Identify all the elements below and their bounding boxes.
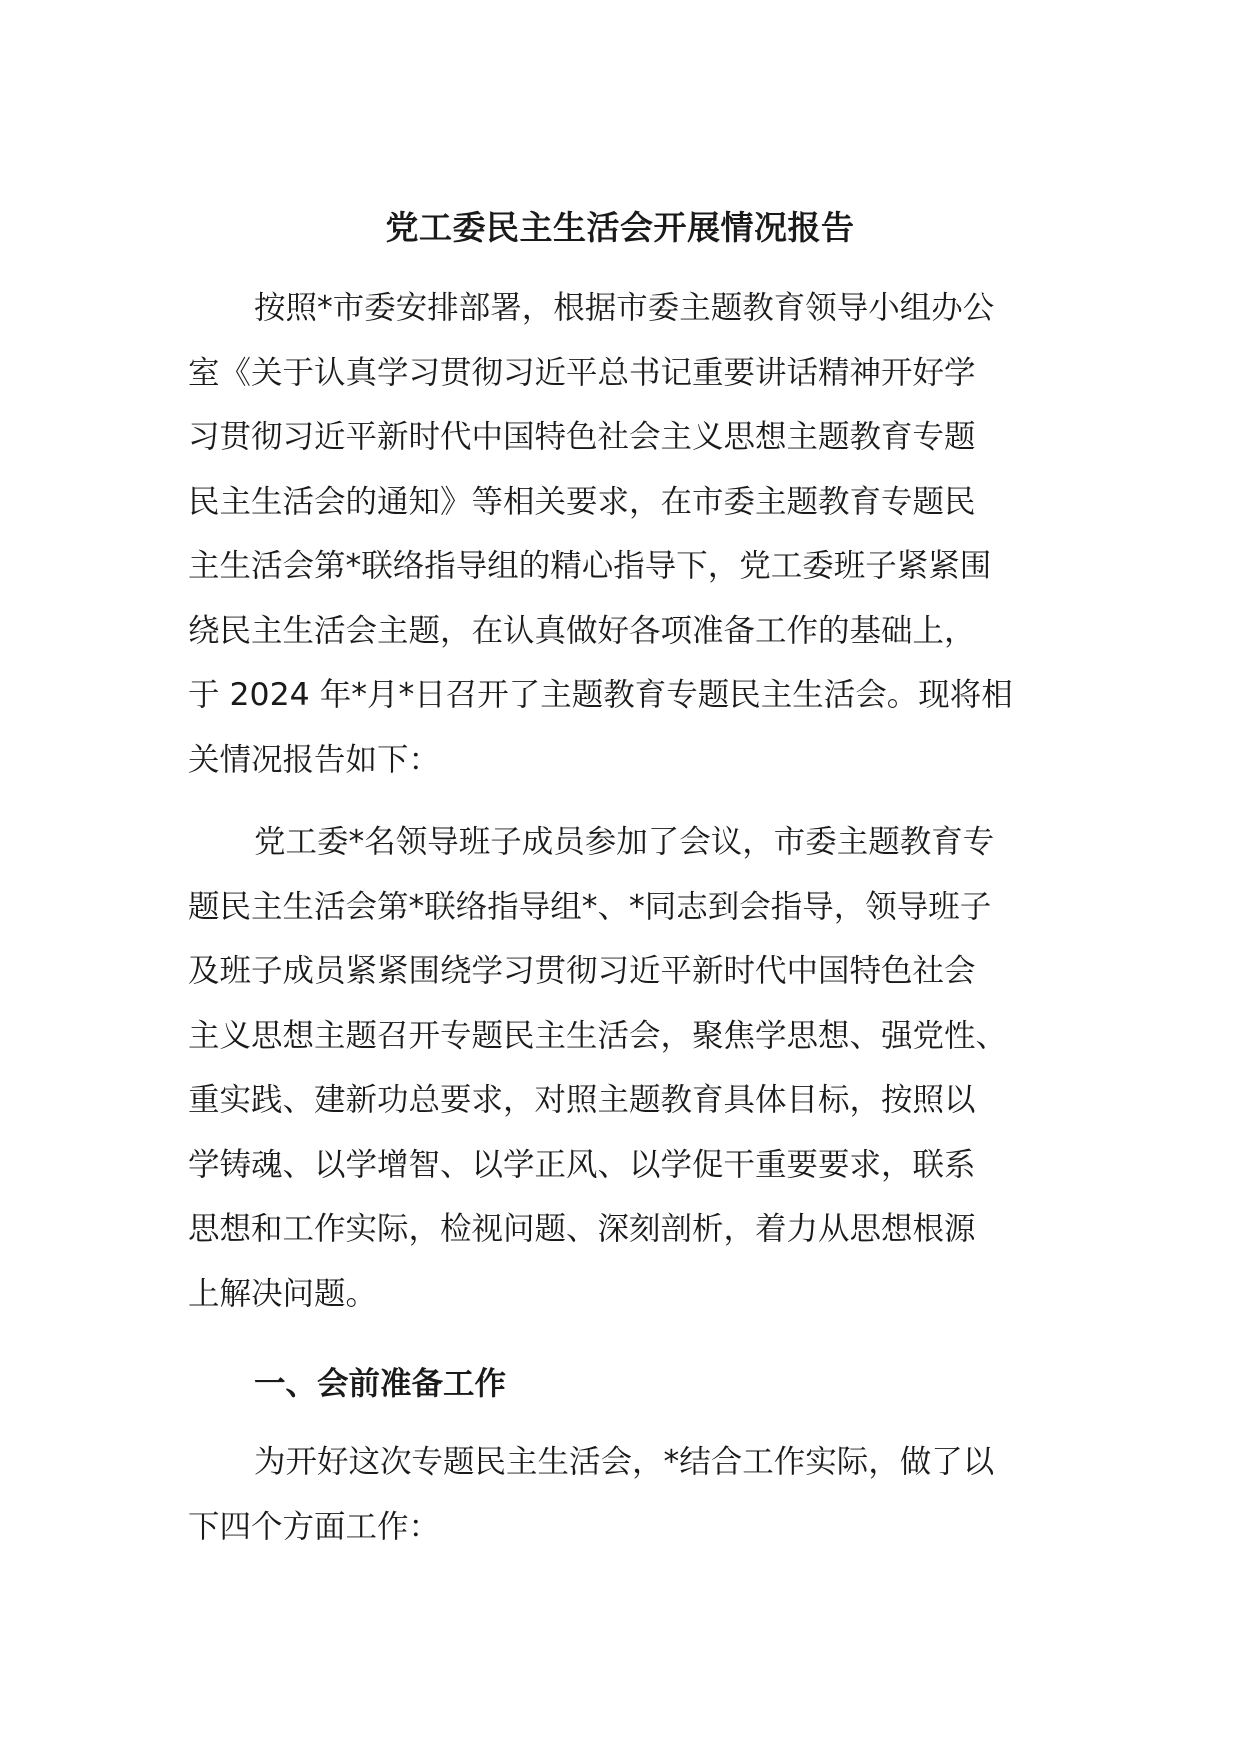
paragraph-line: 为开好这次专题民主生活会，*结合工作实际，做了以 xyxy=(254,1444,995,1480)
paragraph-line: 及班子成员紧紧围绕学习贯彻习近平新时代中国特色社会 xyxy=(188,953,976,989)
paragraph-line: 题民主生活会第*联络指导组*、*同志到会指导，领导班子 xyxy=(188,888,992,925)
paragraph-line: 绕民主生活会主题，在认真做好各项准备工作的基础上， xyxy=(188,612,976,649)
paragraph-preparation xyxy=(188,1430,1068,1559)
paragraph-line: 室《关于认真学习贯彻习近平总书记重要讲话精神开好学 xyxy=(188,354,976,391)
paragraph-line: 按照*市委安排部署，根据市委主题教育领导小组办公 xyxy=(254,290,995,326)
paragraph-intro xyxy=(188,276,1068,792)
paragraph-line: 关情况报告如下： xyxy=(188,741,441,778)
paragraph-line: 下四个方面工作： xyxy=(188,1508,441,1545)
paragraph-line: 学铸魂、以学增智、以学正风、以学促干重要要求，联系 xyxy=(188,1146,976,1183)
paragraph-line: 党工委*名领导班子成员参加了会议，市委主题教育专 xyxy=(254,824,995,860)
paragraph-line: 思想和工作实际，检视问题、深刻剖析，着力从思想根源 xyxy=(188,1211,976,1247)
paragraph-line: 习贯彻习近平新时代中国特色社会主义思想主题教育专题 xyxy=(188,419,976,455)
paragraph-line: 于 2024 年*月*日召开了主题教育专题民主生活会。现将相 xyxy=(188,677,1013,713)
section-heading: 一、会前准备工作 xyxy=(254,1366,507,1402)
paragraph-line: 上解决问题。 xyxy=(188,1275,378,1312)
document-title: 党工委民主生活会开展情况报告 xyxy=(385,208,855,247)
paragraph-line: 重实践、建新功总要求，对照主题教育具体目标，按照以 xyxy=(188,1082,976,1118)
paragraph-line: 民主生活会的通知》等相关要求，在市委主题教育专题民 xyxy=(188,483,976,520)
paragraph-attendance xyxy=(188,810,1068,1326)
paragraph-line: 主生活会第*联络指导组的精心指导下，党工委班子紧紧围 xyxy=(188,548,992,584)
paragraph-line: 主义思想主题召开专题民主生活会，聚焦学思想、强党性、 xyxy=(188,1017,1008,1054)
